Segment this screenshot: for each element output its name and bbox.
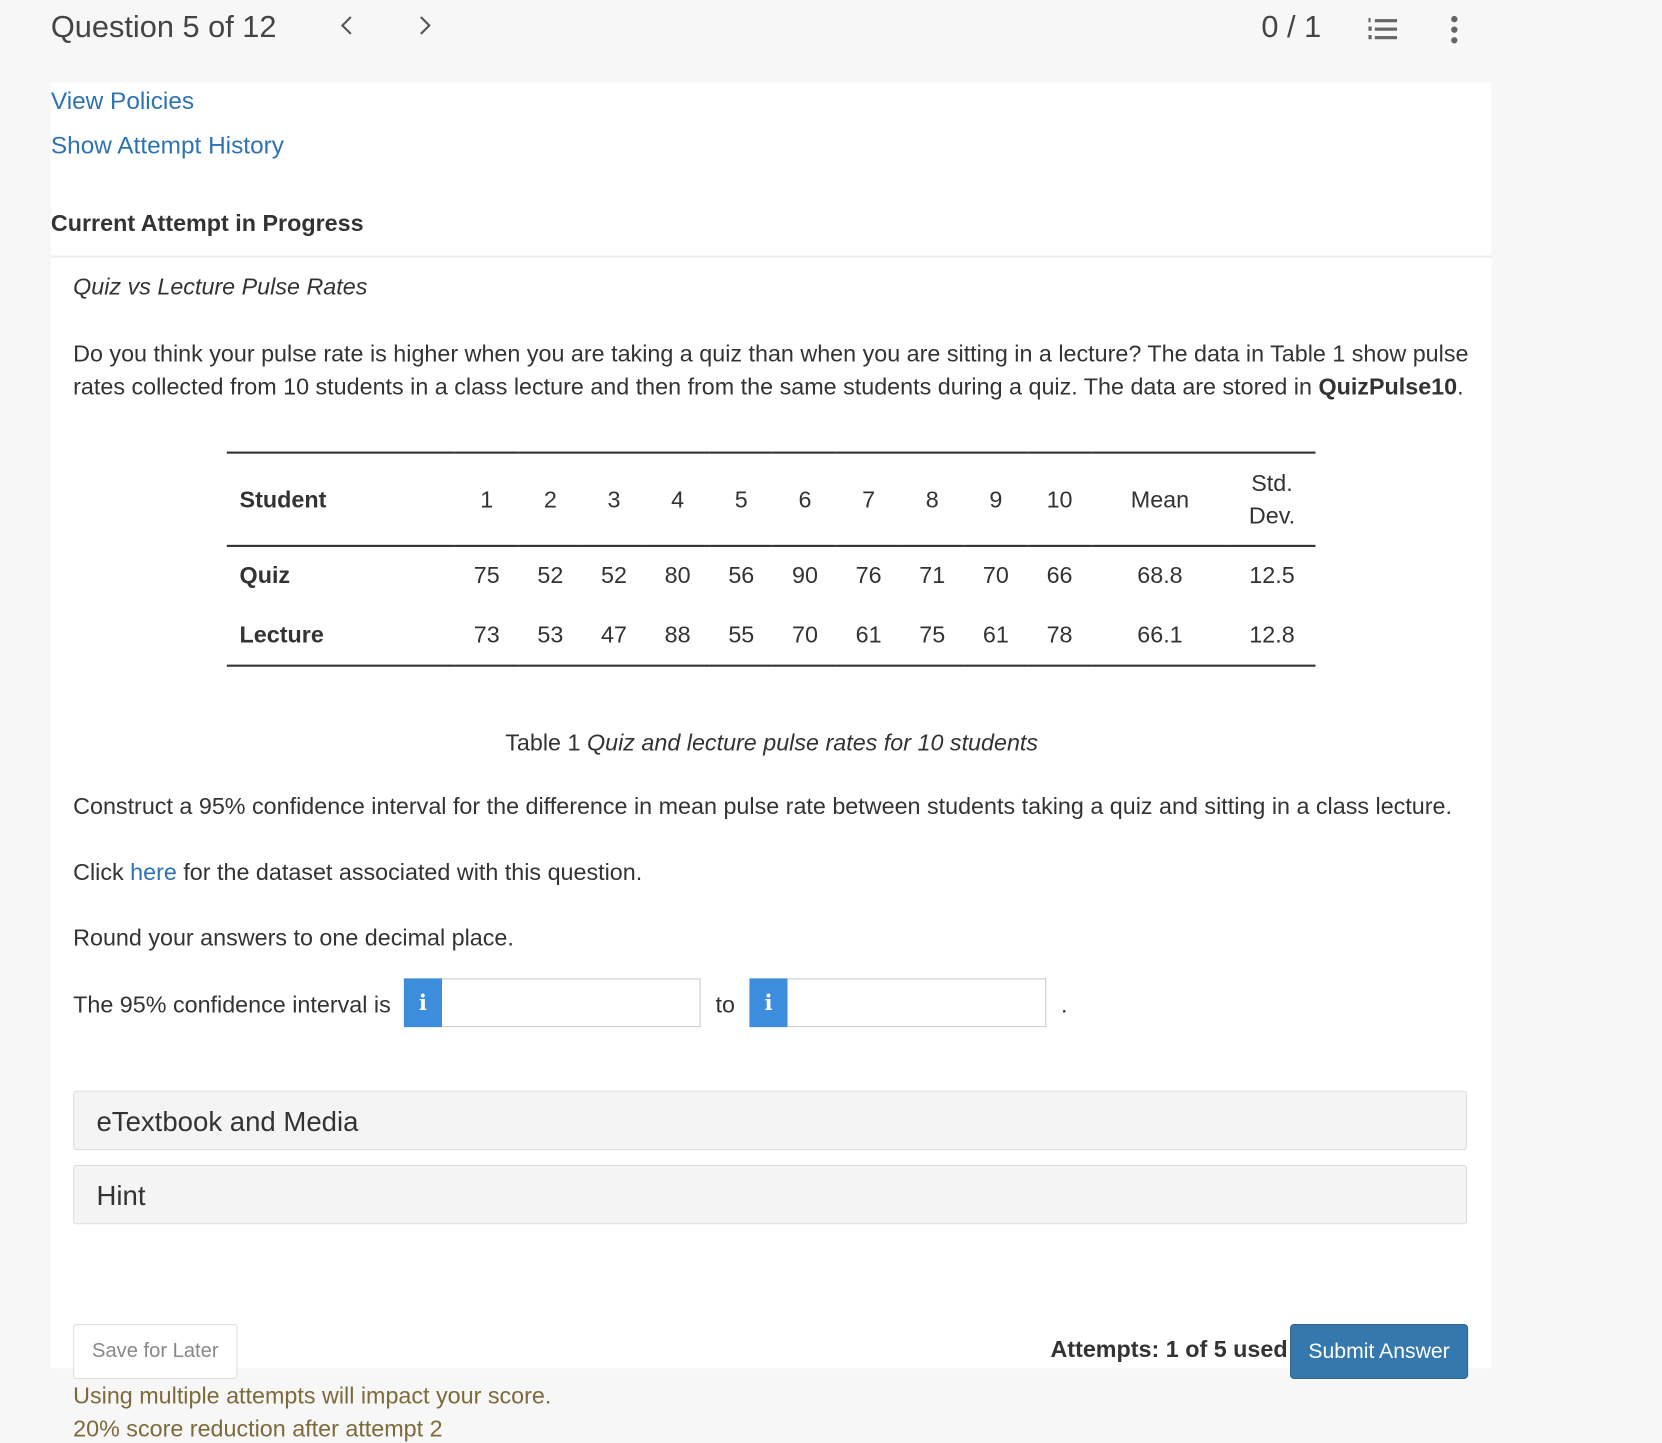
next-question-button[interactable]: [418, 13, 433, 46]
header-cell: 5: [734, 486, 748, 513]
header-mean: Mean: [1130, 486, 1190, 513]
caption-text: Quiz and lecture pulse rates for 10 students: [586, 729, 1039, 756]
row-label: Lecture: [239, 621, 324, 648]
table-cell: 52: [537, 561, 564, 589]
table-cell: 90: [791, 561, 818, 589]
header-cell: 9: [989, 486, 1003, 513]
intro-text: Do you think your pulse rate is higher when you are taking a quiz than when you are sitting in a lecture? The data in Table 1 show pulse rates collected from 10 students in a class lecture and then from the same students during a quiz. The data are stored in: [73, 340, 1469, 400]
more-options-icon[interactable]: [1448, 15, 1461, 45]
table-cell: 53: [537, 621, 564, 648]
score-reduction-note: 20% score reduction after attempt 2: [73, 1415, 443, 1442]
header-cell: 3: [607, 486, 621, 513]
row-label: Quiz: [239, 561, 291, 589]
table-caption: [73, 729, 1470, 757]
to-label: to: [715, 991, 735, 1018]
table-cell: 73: [473, 621, 500, 648]
click-suffix: for the dataset associated with this question.: [176, 858, 643, 886]
caption-prefix: Table 1: [505, 729, 587, 756]
table-cell: 75: [919, 621, 946, 648]
table-cell: 61: [855, 621, 882, 648]
question-counter: Question 5 of 12: [50, 10, 277, 45]
header-cell: 10: [1046, 486, 1073, 513]
table-cell: 61: [982, 621, 1009, 648]
dataset-link[interactable]: here: [130, 858, 177, 886]
header-cell: 4: [671, 486, 685, 513]
pulse-table: [227, 452, 1316, 667]
header-cell: 8: [925, 486, 939, 513]
header-cell: 2: [543, 486, 557, 513]
header-cell: 6: [798, 486, 812, 513]
attempt-heading: Current Attempt in Progress: [50, 209, 364, 237]
table-cell: 55: [728, 621, 755, 648]
table-cell: 71: [919, 561, 946, 589]
table-cell: 76: [855, 561, 882, 589]
header-cell: 1: [480, 486, 494, 513]
header-cell: 7: [862, 486, 876, 513]
table-cell: 75: [473, 561, 500, 589]
save-for-later-button[interactable]: Save for Later: [73, 1324, 237, 1379]
header-student: Student: [239, 486, 327, 513]
question-subtitle: Quiz vs Lecture Pulse Rates: [73, 273, 368, 300]
instruction: Construct a 95% confidence interval for the difference in mean pulse rate between students taking a quiz and sitting in a class lecture.: [73, 792, 1452, 820]
table-header-row: [227, 453, 1316, 546]
table-cell: 12.8: [1249, 621, 1295, 648]
score: 0 / 1: [1261, 10, 1322, 45]
table-cell: 12.5: [1249, 561, 1295, 589]
submit-answer-button[interactable]: Submit Answer: [1290, 1324, 1468, 1379]
etextbook-accordion[interactable]: eTextbook and Media: [73, 1091, 1467, 1150]
rounding-note: Round your answers to one decimal place.: [73, 924, 514, 951]
table-cell: 88: [664, 621, 691, 648]
upper-bound-input[interactable]: [788, 978, 1047, 1027]
lower-bound-input[interactable]: [442, 978, 701, 1027]
previous-question-button[interactable]: [339, 13, 354, 46]
question-panel: [50, 83, 1492, 1442]
chevron-left-icon: [339, 13, 354, 38]
table-cell: 70: [982, 561, 1009, 589]
table-row: [227, 546, 1316, 605]
hint-accordion[interactable]: Hint: [73, 1165, 1467, 1224]
info-icon[interactable]: i: [749, 978, 787, 1027]
table-cell: 70: [791, 621, 818, 648]
table-cell: 52: [601, 561, 627, 589]
table-row: [227, 605, 1316, 665]
answer-row: [73, 978, 1133, 1029]
show-attempt-history-link[interactable]: Show Attempt History: [50, 131, 284, 159]
divider: [51, 255, 1492, 257]
dataset-line: [73, 859, 642, 887]
table-cell: 66.1: [1137, 621, 1183, 648]
table-cell: 56: [728, 561, 755, 589]
table-cell: 68.8: [1137, 561, 1183, 589]
info-icon[interactable]: i: [404, 978, 442, 1027]
intro-end: .: [1457, 373, 1464, 400]
table-cell: 66: [1046, 561, 1073, 589]
table-cell: 80: [664, 561, 691, 589]
top-bar: [0, 0, 1662, 83]
view-policies-link[interactable]: View Policies: [50, 86, 195, 115]
attempts-warning: Using multiple attempts will impact your score.: [73, 1382, 552, 1409]
question-intro: [73, 337, 1470, 403]
click-prefix: Click: [73, 858, 131, 886]
header-stddev: Std. Dev.: [1248, 469, 1296, 529]
table-cell: 78: [1046, 621, 1073, 648]
attempts-count: Attempts: 1 of 5 used: [1050, 1335, 1288, 1363]
chevron-right-icon: [418, 13, 433, 38]
dataset-name: QuizPulse10: [1318, 373, 1458, 400]
answer-label: The 95% confidence interval is: [73, 991, 391, 1018]
table-cell: 47: [601, 621, 627, 648]
question-list-icon[interactable]: [1367, 17, 1397, 42]
end-period: .: [1061, 991, 1068, 1018]
